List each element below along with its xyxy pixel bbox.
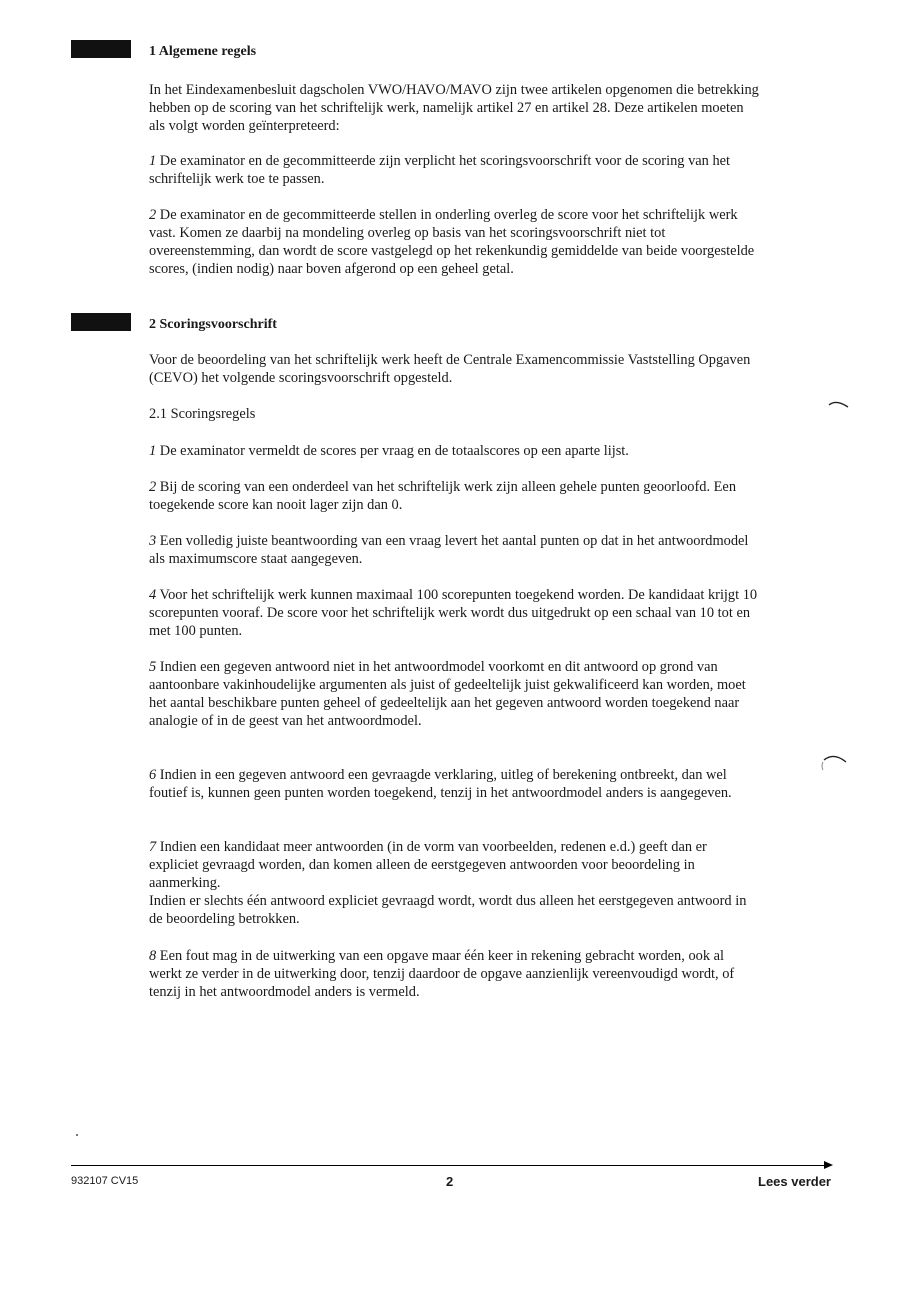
scan-mark [828, 398, 850, 410]
rule-text-continued: Indien er slechts één antwoord expliciet gevraagd wordt, wordt dus alleen het eerstgegeven antwoord in de beoordeling betrokken. [149, 893, 747, 927]
rule-number: 3 [149, 533, 157, 549]
page-number: 2 [446, 1174, 454, 1189]
rule-text: Een fout mag in de uitwerking van een opgave maar één keer in rekening gebracht worden, ook al werkt ze verder in de uitwerking door, tenzij daardoor de opgave aanzienlijk vereenvoudigd wordt, of tenzij in het antwoordmodel anders is vermeld. [149, 948, 735, 1000]
rule-paragraph [149, 947, 759, 1001]
rule-paragraph [149, 532, 759, 568]
footer-rule [71, 1165, 826, 1166]
rule-text: Bij de scoring van een onderdeel van het schriftelijk werk zijn alleen gehele punten geoorloofd. Een toegekende score kan nooit lager zijn dan 0. [149, 479, 737, 513]
rule-number: 4 [149, 587, 157, 603]
section-marker [71, 40, 131, 58]
rule-paragraph [149, 152, 759, 188]
subheading: 2.1 Scoringsregels [149, 406, 256, 422]
rule-number: 6 [149, 767, 157, 783]
scan-dot [76, 1134, 78, 1136]
rule-paragraph [149, 478, 759, 514]
rule-text: Indien een kandidaat meer antwoorden (in de vorm van voorbeelden, redenen e.d.) geeft dan er expliciet gevraagd worden, dan komen alleen de eerstgegeven antwoorden voor beoordeling in aanmerking. [149, 839, 707, 891]
rule-text: Indien een gegeven antwoord niet in het antwoordmodel voorkomt en dit antwoord op grond van aantoonbare vakinhoudelijke argumenten als juist of gedeeltelijk juist gekwalificeerd kan worden, moet het aantal beschikbare punten geheel of gedeeltelijk aan het gegeven antwoord worden toegekend naar analogie of in de geest van het antwoordmodel. [149, 659, 746, 729]
continue-label: Lees verder [758, 1174, 831, 1189]
rule-number: 8 [149, 948, 157, 964]
arrow-right-icon [824, 1161, 833, 1169]
rule-number: 1 [149, 443, 157, 459]
rule-number: 5 [149, 659, 157, 675]
rule-text: Voor het schriftelijk werk kunnen maximaal 100 scorepunten toegekend worden. De kandidaat krijgt 10 scorepunten vooraf. De score voor het schriftelijk werk wordt dus uitgedrukt op een schaal van 10 tot en met 100 punten. [149, 587, 758, 639]
rule-text: De examinator en de gecommitteerde zijn verplicht het scoringsvoorschrift voor de scoring van het schriftelijk werk toe te passen. [149, 153, 731, 187]
rule-paragraph [149, 442, 759, 460]
section-intro: Voor de beoordeling van het schriftelijk werk heeft de Centrale Examencommissie Vaststelling Opgaven (CEVO) het volgende scoringsvoorschrift opgesteld. [149, 352, 751, 386]
section-heading: 2 Scoringsvoorschrift [149, 317, 277, 332]
scan-mark [820, 752, 848, 772]
rule-text: De examinator en de gecommitteerde stellen in onderling overleg de score voor het schriftelijk werk vast. Komen ze daarbij na mondeling overleg op basis van het scoringsvoorschrift niet tot overeenstemming, dan wordt de score vastgelegd op het rekenkundig gemiddelde van beide voorgestelde scores, (indien nodig) naar boven afgerond op een geheel getal. [149, 207, 755, 277]
rule-text: De examinator vermeldt de scores per vraag en de totaalscores op een aparte lijst. [156, 443, 629, 459]
section-marker [71, 313, 131, 331]
rule-number: 7 [149, 839, 157, 855]
rule-paragraph [149, 586, 759, 640]
rule-paragraph [149, 838, 759, 928]
rule-number: 1 [149, 153, 157, 169]
rule-paragraph [149, 766, 759, 802]
rule-paragraph [149, 658, 759, 730]
section-intro: In het Eindexamenbesluit dagscholen VWO/HAVO/MAVO zijn twee artikelen opgenomen die betrekking hebben op de scoring van het schriftelijk werk, namelijk artikel 27 en artikel 28. Deze artikelen moeten als volgt worden geïnterpreteerd: [149, 82, 759, 134]
rule-text: Een volledig juiste beantwoording van een vraag levert het aantal punten op dat in het antwoordmodel als maximumscore staat aangegeven. [149, 533, 749, 567]
rule-text: Indien in een gegeven antwoord een gevraagde verklaring, uitleg of berekening ontbreekt, dan wel foutief is, kunnen geen punten worden toegekend, tenzij in het antwoordmodel anders is aangegeven. [149, 767, 732, 801]
footer-code: 932107 CV15 [71, 1175, 139, 1187]
rule-paragraph [149, 206, 759, 278]
section-heading: 1 Algemene regels [149, 44, 257, 59]
rule-number: 2 [149, 207, 157, 223]
rule-number: 2 [149, 479, 157, 495]
